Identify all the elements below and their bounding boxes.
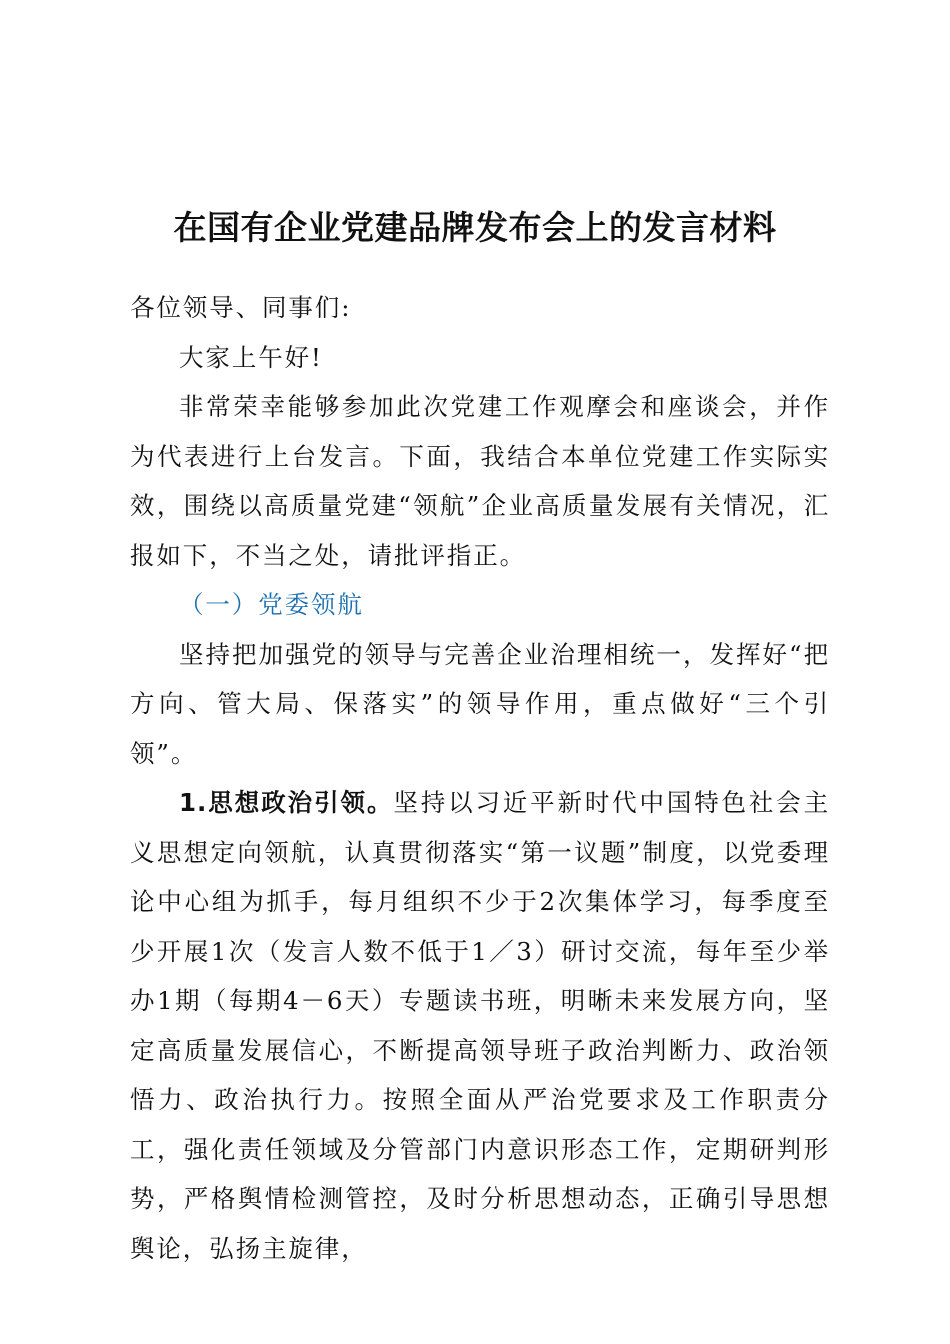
document-body <box>130 283 830 1273</box>
item-lead: 1.思想政治引领。 <box>179 788 394 817</box>
item-body: 坚持以习近平新时代中国特色社会主义思想定向领航，认真贯彻落实“第一议题”制度，以党委理论中心组为抓手，每月组织不少于2次集体学习，每季度至少开展1次（发言人数不低于1／3）研讨交流，每年至少举办1期（每期4－6天）专题读书班，明晰未来发展方向，坚定高质量发展信心，不断提高领导班子政治判断力、政治领悟力、政治执行力。按照全面从严治党要求及工作职责分工，强化责任领域及分管部门内意识形态工作，定期研判形势，严格舆情检测管控，及时分析思想动态，正确引导思想舆论，弘扬主旋律， <box>130 788 830 1263</box>
document-title: 在国有企业党建品牌发布会上的发言材料 <box>173 208 777 247</box>
section-heading: （一）党委领航 <box>179 590 364 619</box>
greeting: 大家上午好! <box>179 342 323 372</box>
section-intro-paragraph: 坚持把加强党的领导与完善企业治理相统一，发挥好“把方向、管大局、保落实”的领导作用，重点做好“三个引领”。 <box>130 639 830 768</box>
item-paragraph <box>130 778 830 1273</box>
salutation: 各位领导、同事们: <box>130 293 352 322</box>
intro-paragraph: 非常荣幸能够参加此次党建工作观摩会和座谈会，并作为代表进行上台发言。下面，我结合本单位党建工作实际实效，围绕以高质量党建“领航”企业高质量发展有关情况，汇报如下，不当之处，请批评指正。 <box>130 392 830 570</box>
